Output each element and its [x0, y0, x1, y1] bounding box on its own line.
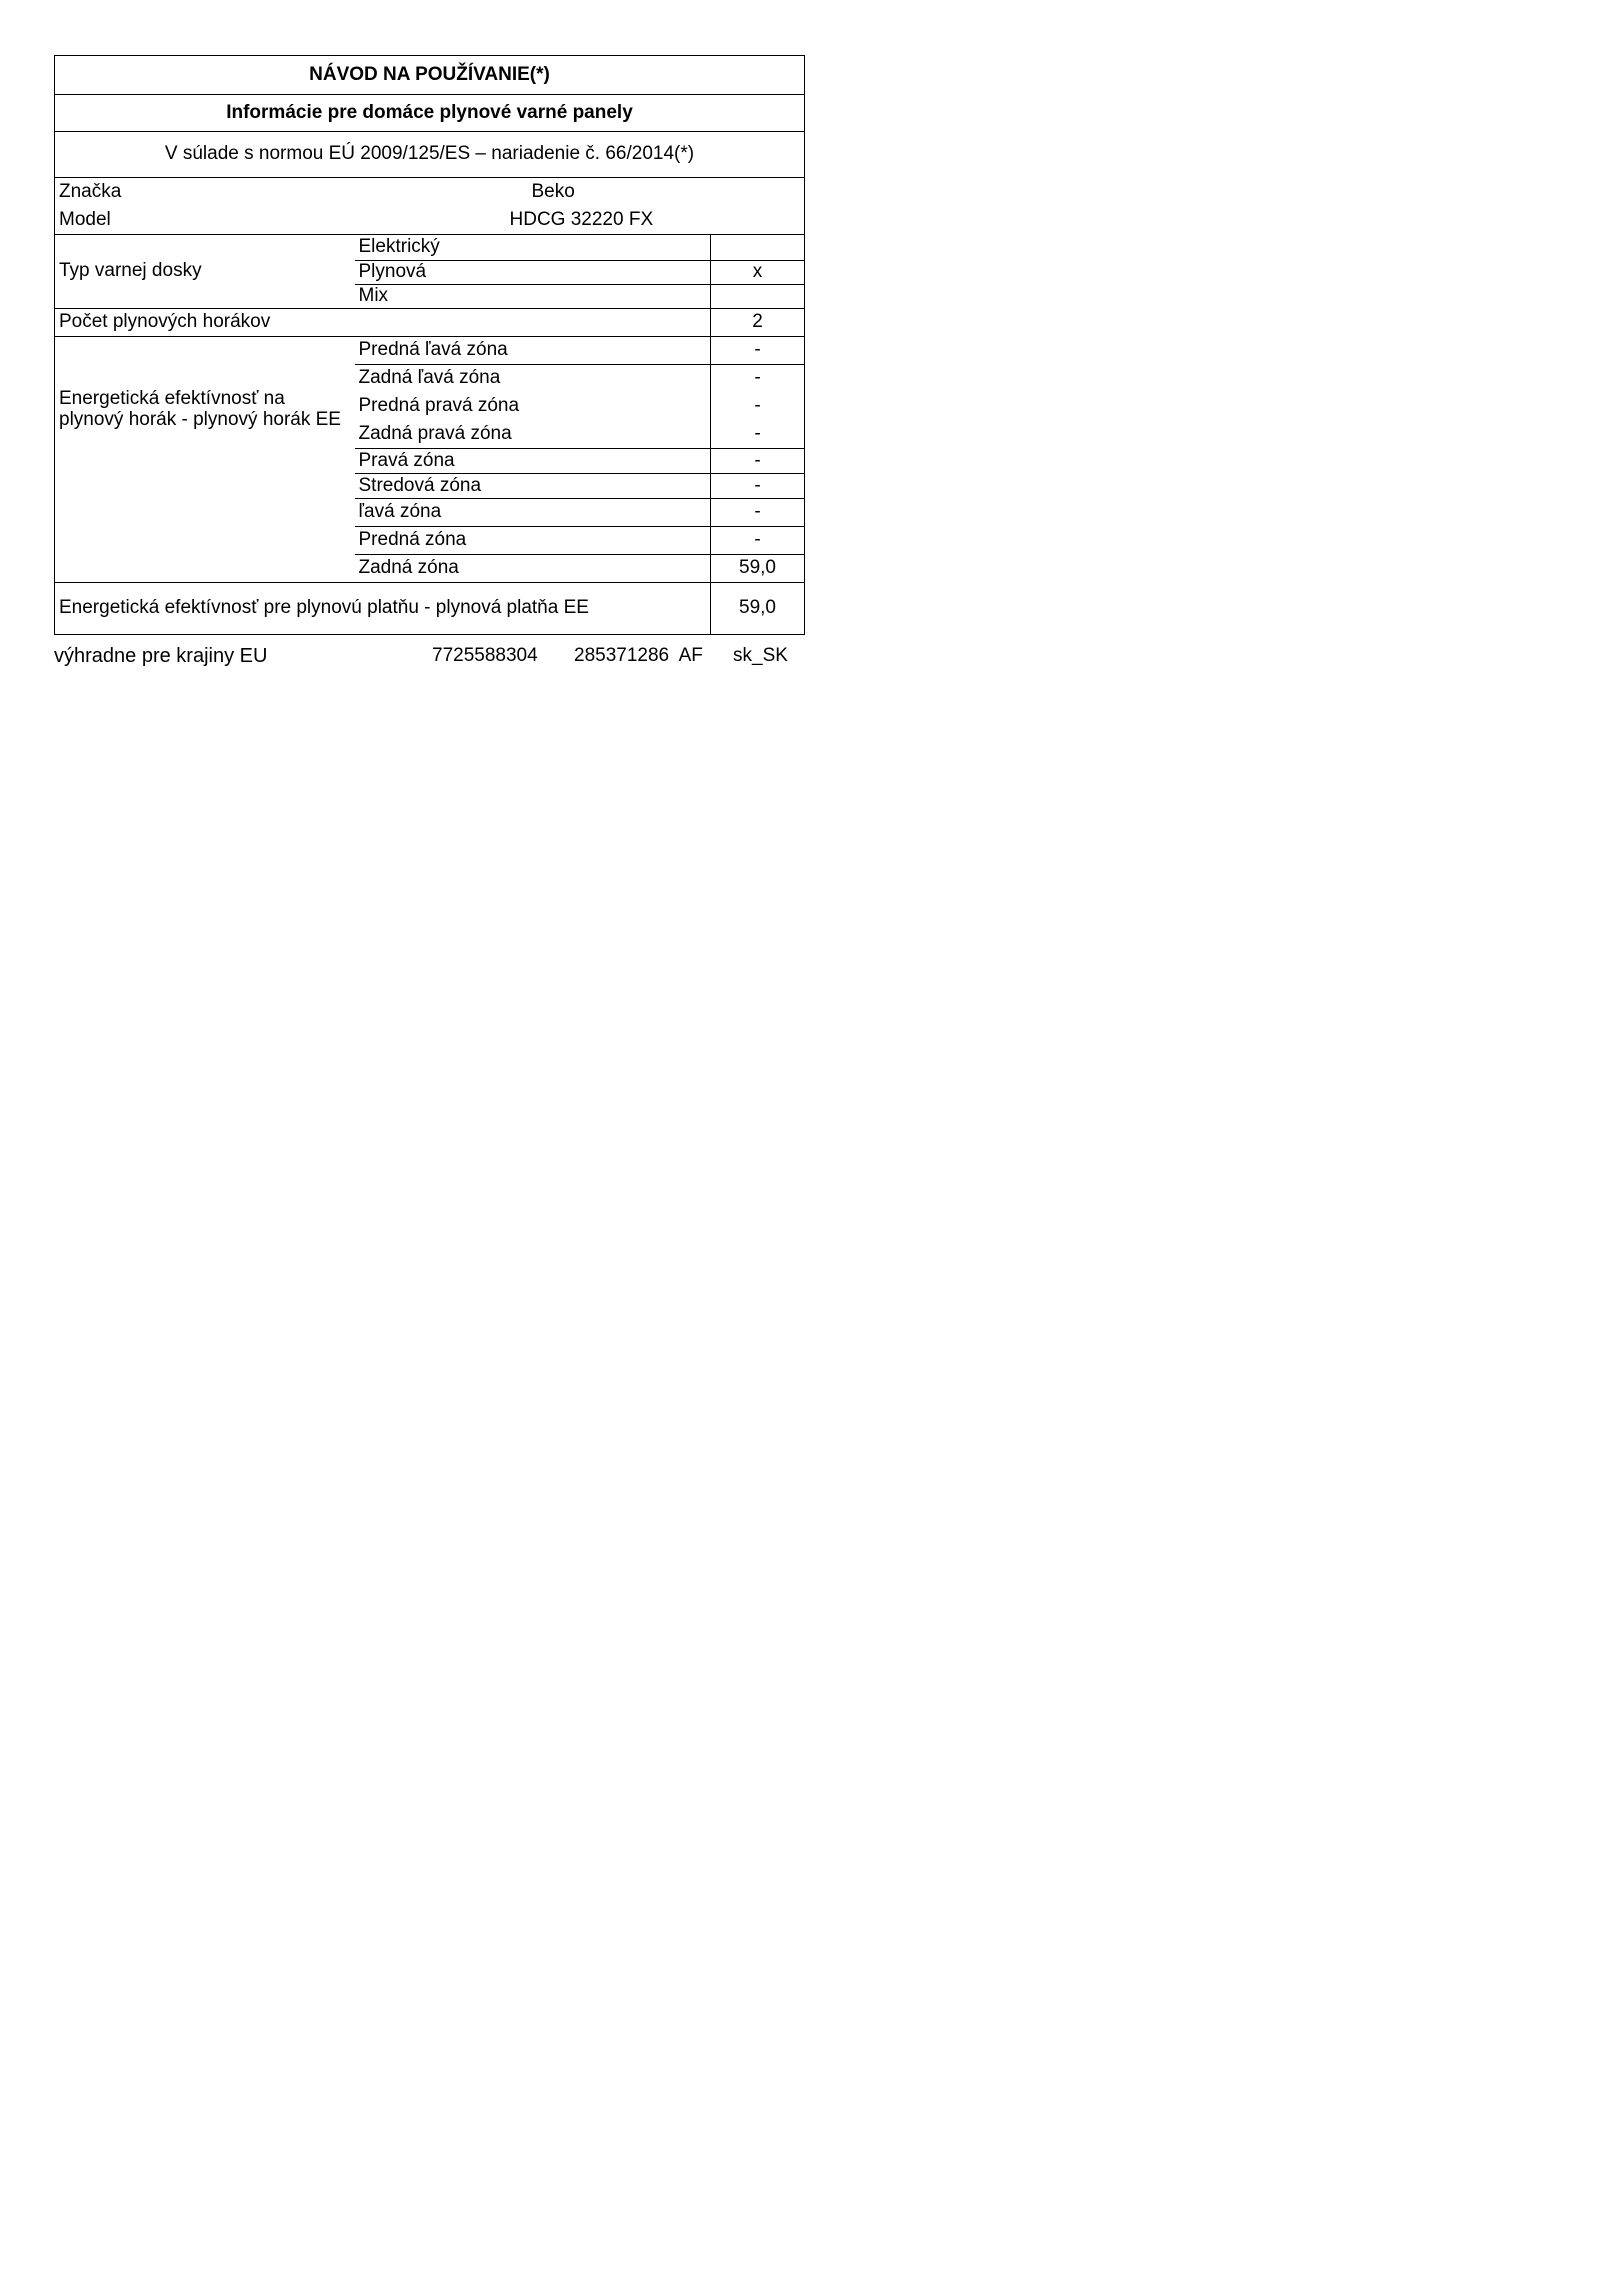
document-title: NÁVOD NA POUŽÍVANIE(*): [55, 56, 805, 95]
info-table: [54, 55, 805, 635]
zone-name: Predná ľavá zóna: [355, 337, 711, 365]
regulation-heading: V súlade s normou EÚ 2009/125/ES – nariadenie č. 66/2014(*): [55, 132, 805, 178]
burner-efficiency-label-line2: plynový horák - plynový horák EE: [59, 408, 341, 430]
zone-value: -: [711, 499, 805, 527]
zone-value: -: [711, 474, 805, 499]
document-code: 7725588304: [432, 645, 538, 666]
brand-label: Značka: [59, 180, 122, 202]
energy-info-sheet: [54, 55, 804, 673]
burner-count-value: 2: [711, 309, 805, 337]
zone-name: Stredová zóna: [355, 474, 711, 499]
brand-value: Beko: [531, 180, 575, 202]
model-value: HDCG 32220 FX: [355, 206, 805, 235]
hob-type-option: Plynová: [355, 261, 711, 285]
document-revision: 285371286 AF: [574, 645, 703, 666]
plate-efficiency-label: Energetická efektívnosť pre plynovú platňu - plynová platňa EE: [59, 597, 589, 619]
zone-name: ľavá zóna: [355, 499, 711, 527]
zone-value: -: [711, 449, 805, 474]
zone-value: -: [711, 527, 805, 555]
hob-type-mark: [711, 285, 805, 309]
zone-value: -: [711, 393, 805, 421]
footer: [54, 645, 804, 673]
zone-value: -: [711, 365, 805, 393]
eu-only-note: výhradne pre krajiny EU: [54, 645, 268, 667]
document-subtitle: Informácie pre domáce plynové varné panely: [55, 95, 805, 132]
hob-type-mark: [711, 235, 805, 261]
zone-value: -: [711, 421, 805, 449]
burner-efficiency-label-line1: Energetická efektívnosť na: [59, 387, 285, 409]
burner-count-label: Počet plynových horákov: [55, 309, 711, 337]
plate-efficiency-value: 59,0: [711, 583, 805, 635]
burner-efficiency-label: [55, 337, 355, 583]
hob-type-option: Elektrický: [355, 235, 711, 261]
zone-name: Zadná zóna: [355, 555, 711, 583]
zone-name: Predná pravá zóna: [358, 395, 520, 417]
locale-code: sk_SK: [733, 645, 788, 666]
model-label: Model: [55, 206, 355, 235]
zone-value: 59,0: [711, 555, 805, 583]
hob-type-mark: x: [711, 261, 805, 285]
zone-name: Zadná pravá zóna: [355, 421, 711, 449]
zone-name: Pravá zóna: [355, 449, 711, 474]
zone-value: -: [711, 337, 805, 365]
hob-type-label: Typ varnej dosky: [55, 235, 355, 309]
hob-type-option: Mix: [355, 285, 711, 309]
zone-name: Predná zóna: [355, 527, 711, 555]
zone-name: Zadná ľavá zóna: [358, 367, 501, 389]
